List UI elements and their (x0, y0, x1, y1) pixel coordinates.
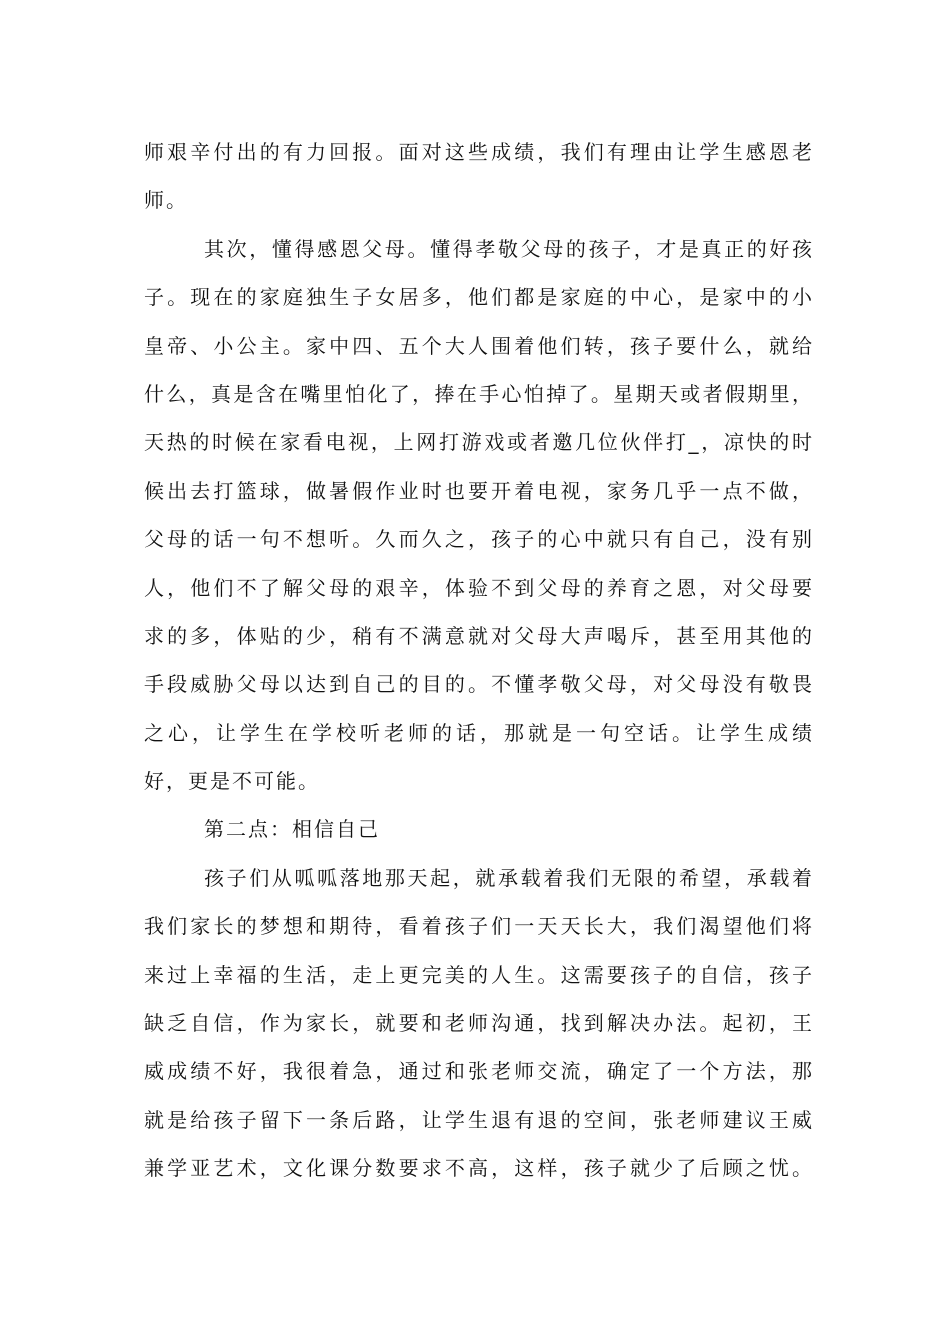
document-body (144, 128, 814, 1193)
text-line: 缺乏自信，作为家长，就要和老师沟通，找到解决办法。起初，王 (144, 1011, 814, 1036)
text-line: 好，更是不可能。 (144, 769, 320, 794)
text-line: 父母的话一句不想听。久而久之，孩子的心中就只有自己，没有别 (144, 527, 814, 552)
text-line: 师。 (144, 188, 188, 213)
text-line: 皇帝、小公主。家中四、五个大人围着他们转，孩子要什么，就给 (144, 333, 814, 358)
text-line: 其次，懂得感恩父母。懂得孝敬父母的孩子，才是真正的好孩 (204, 236, 814, 261)
text-line: 求的多，体贴的少，稍有不满意就对父母大声喝斥，甚至用其他的 (144, 623, 814, 648)
text-line: 天热的时候在家看电视，上网打游戏或者邀几位伙伴打_，凉快的时 (144, 430, 814, 455)
text-line: 就是给孩子留下一条后路，让学生退有退的空间，张老师建议王威 (144, 1107, 814, 1132)
text-line: 人，他们不了解父母的艰辛，体验不到父母的养育之恩，对父母要 (144, 575, 814, 600)
text-line: 第二点：相信自己 (204, 817, 380, 842)
text-line: 候出去打篮球，做暑假作业时也要开着电视，家务几乎一点不做， (144, 478, 814, 503)
text-line: 师艰辛付出的有力回报。面对这些成绩，我们有理由让学生感恩老 (144, 140, 814, 164)
text-line: 威成绩不好，我很着急，通过和张老师交流，确定了一个方法，那 (144, 1059, 814, 1084)
text-line: 来过上幸福的生活，走上更完美的人生。这需要孩子的自信，孩子 (144, 962, 814, 987)
text-line: 之心，让学生在学校听老师的话，那就是一句空话。让学生成绩 (144, 720, 814, 745)
text-line: 兼学亚艺术，文化课分数要求不高，这样，孩子就少了后顾之忧。 (144, 1156, 814, 1181)
text-line: 我们家长的梦想和期待，看着孩子们一天天长大，我们渴望他们将 (144, 914, 814, 939)
text-line: 孩子们从呱呱落地那天起，就承载着我们无限的希望，承载着 (204, 865, 814, 890)
text-line: 子。现在的家庭独生子女居多，他们都是家庭的中心，是家中的小 (144, 285, 814, 310)
text-line: 什么，真是含在嘴里怕化了，捧在手心怕掉了。星期天或者假期里， (144, 381, 814, 406)
text-line: 手段威胁父母以达到自己的目的。不懂孝敬父母，对父母没有敬畏 (144, 672, 814, 697)
